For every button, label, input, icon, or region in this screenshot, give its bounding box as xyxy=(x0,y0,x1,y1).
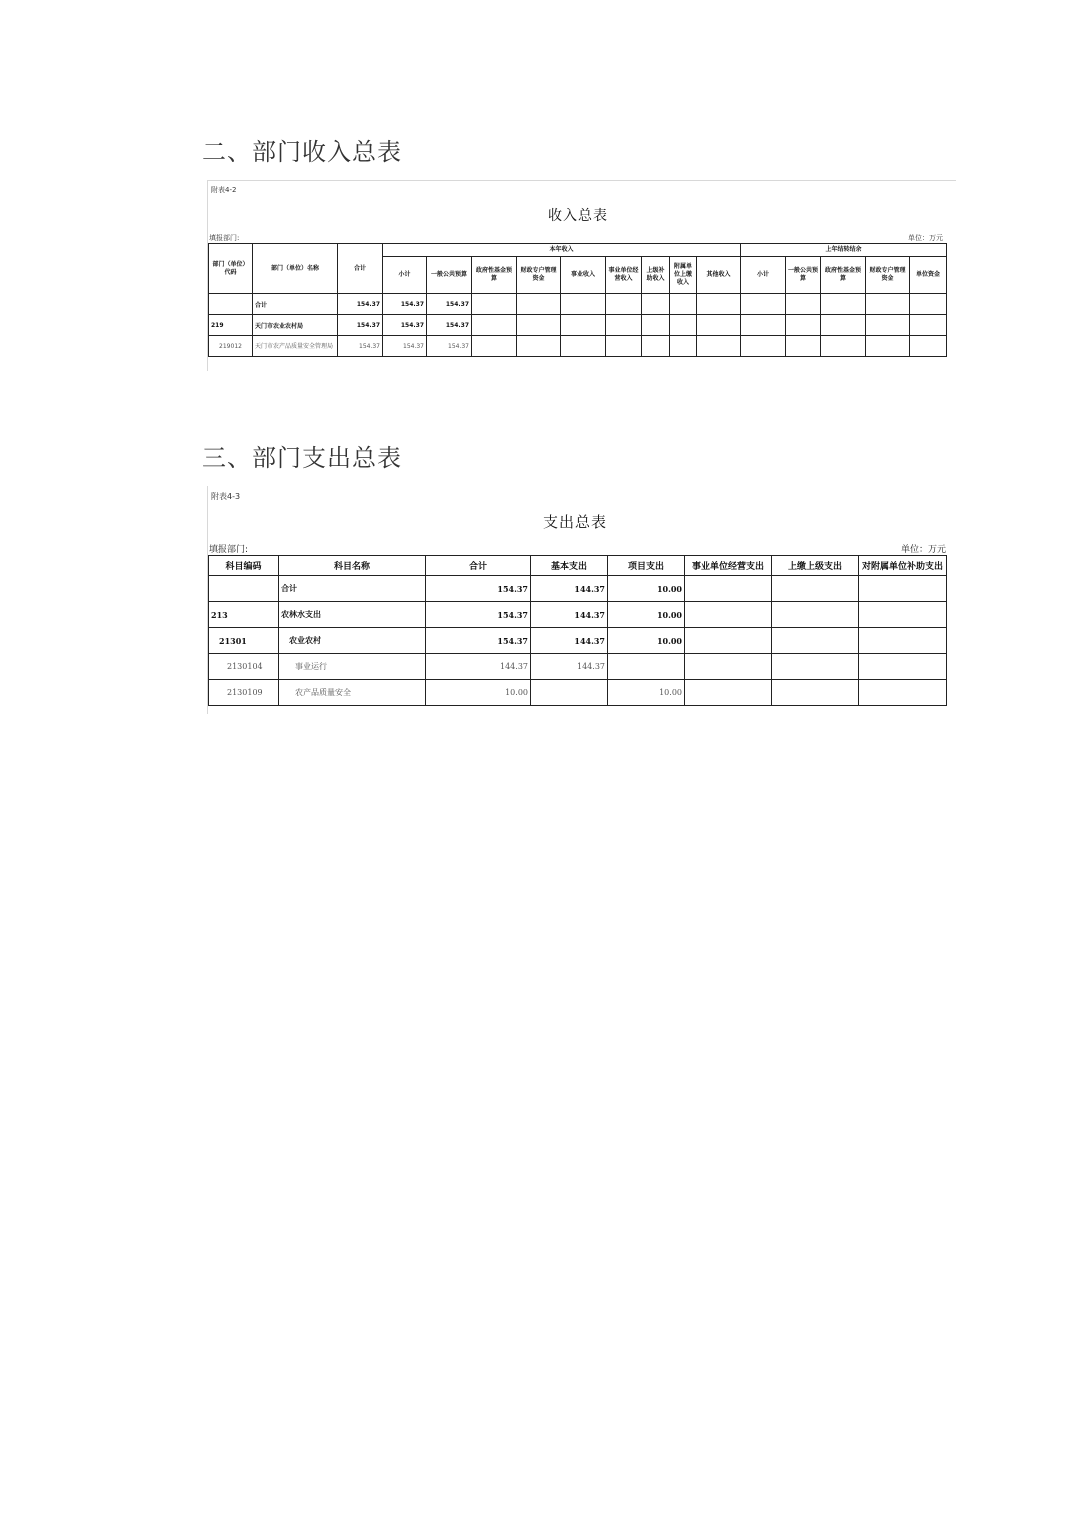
expense-attachment-label: 附表4-3 xyxy=(211,492,241,501)
income-col-current-subtotal: 小计 xyxy=(383,257,427,294)
income-col-current-superior: 上级补助收入 xyxy=(642,257,670,294)
income-col-prev-subtotal: 小计 xyxy=(741,257,786,294)
expense-col-affiliated: 对附属单位补助支出 xyxy=(859,556,947,576)
expense-col-project: 项目支出 xyxy=(608,556,685,576)
expense-table xyxy=(208,555,947,706)
table-row: 21301 农业农村 154.37 144.37 10.00 xyxy=(209,628,947,654)
table-row: 219012 天门市农产品质量安全管理局 154.37 154.37 154.37 xyxy=(209,336,947,357)
expense-col-name: 科目名称 xyxy=(279,556,426,576)
expense-dept-label: 填报部门: xyxy=(209,545,249,555)
income-col-current-operating: 事业单位经营收入 xyxy=(606,257,642,294)
expense-col-basic: 基本支出 xyxy=(531,556,608,576)
income-col-prev-special: 财政专户管理资金 xyxy=(866,257,910,294)
income-section-heading: 二、部门收入总表 xyxy=(202,138,402,166)
income-col-current-affiliated: 附属单位上缴收入 xyxy=(670,257,697,294)
income-col-current-year: 本年收入 xyxy=(383,244,741,257)
income-col-name: 部门（单位）名称 xyxy=(253,244,338,294)
income-col-current-fund: 政府性基金预算 xyxy=(472,257,517,294)
income-col-total: 合计 xyxy=(338,244,383,294)
table-row: 2130109 农产品质量安全 10.00 10.00 xyxy=(209,680,947,706)
table-row: 213 农林水支出 154.37 144.37 10.00 xyxy=(209,602,947,628)
table-row: 合计 154.37 154.37 154.37 xyxy=(209,294,947,315)
income-dept-label: 填报部门: xyxy=(209,234,240,242)
income-col-current-general: 一般公共预算 xyxy=(427,257,472,294)
income-col-prev-unit: 单位资金 xyxy=(910,257,947,294)
expense-col-superior: 上缴上级支出 xyxy=(772,556,859,576)
income-col-current-business: 事业收入 xyxy=(561,257,606,294)
income-col-prev-fund: 政府性基金预算 xyxy=(821,257,866,294)
expense-section-heading: 三、部门支出总表 xyxy=(202,444,402,472)
income-attachment-label: 附表4-2 xyxy=(211,186,237,194)
expense-unit-label: 单位：万元 xyxy=(901,545,947,555)
income-col-current-special: 财政专户管理资金 xyxy=(517,257,561,294)
expense-col-operating: 事业单位经营支出 xyxy=(685,556,772,576)
table-row: 219 天门市农业农村局 154.37 154.37 154.37 xyxy=(209,315,947,336)
income-table xyxy=(208,243,947,357)
income-col-current-other: 其他收入 xyxy=(697,257,741,294)
expense-col-total: 合计 xyxy=(426,556,531,576)
expense-col-code: 科目编码 xyxy=(209,556,279,576)
expense-table-title: 支出总表 xyxy=(543,513,608,531)
income-table-title: 收入总表 xyxy=(548,208,608,224)
table-row: 2130104 事业运行 144.37 144.37 xyxy=(209,654,947,680)
income-unit-label: 单位：万元 xyxy=(908,234,943,242)
income-col-prev-general: 一般公共预算 xyxy=(786,257,821,294)
table-row: 合计 154.37 144.37 10.00 xyxy=(209,576,947,602)
income-col-code: 部门（单位）代码 xyxy=(209,244,253,294)
income-col-prev-year: 上年结转结余 xyxy=(741,244,947,257)
